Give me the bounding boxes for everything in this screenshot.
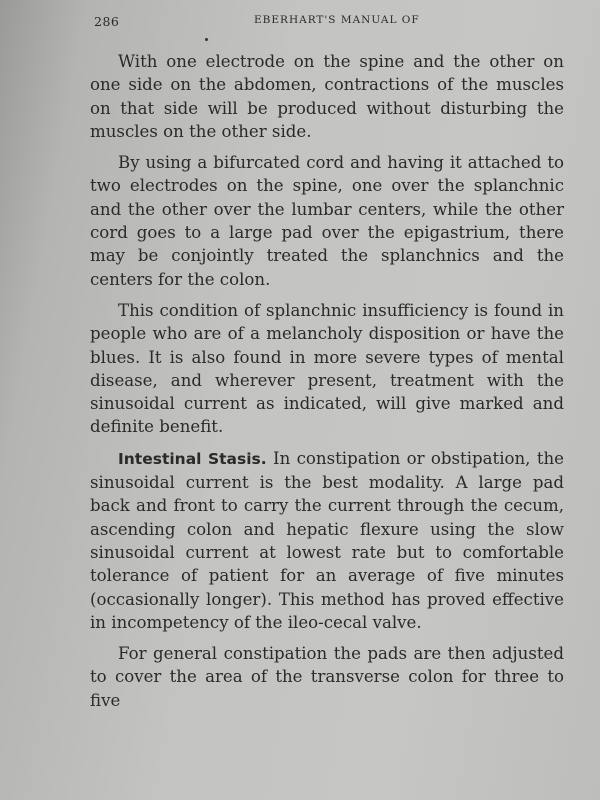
ink-speck	[205, 38, 208, 41]
paragraph-3: This condition of splanchnic insufficiency is found in people who are of a melancholy disposition or have the blues. It is also found in more severe types of mental disease, and wherever present, treatment with the sinusoidal current as indicated, will give marked and definite benefit.	[90, 300, 564, 437]
body-text	[90, 50, 564, 720]
paragraph-4	[90, 447, 564, 634]
section-heading: Intestinal Stasis.	[118, 449, 267, 468]
paragraph-5: For general constipation the pads are then adjusted to cover the area of the transverse colon for three to five	[90, 644, 564, 710]
paragraph-2: By using a bifurcated cord and having it attached to two electrodes on the spine, one over the splanchnic and the other over the lumbar centers, while the other cord goes to a large pad over the epigastrium, there may be conjointly treated the splanchnics and the centers for the colon.	[90, 153, 564, 289]
page-number: 286	[94, 14, 120, 29]
paragraph-4-text: In constipation or obstipation, the sinusoidal current is the best modality. A large pad back and front to carry the current through the cecum, ascending colon and hepatic flexure using the slow sinusoidal current at lowest rate but to comfortable tolerance of patient for an average of five minutes (occasionally longer). This method has proved effective in incompetency of the ileo-cecal valve.	[90, 448, 565, 632]
paragraph-1: With one electrode on the spine and the other on one side on the abdomen, contractions of the muscles on that side will be produced without disturbing the muscles on the other side.	[90, 52, 564, 141]
page-header	[94, 14, 560, 34]
running-head: EBERHART'S MANUAL OF	[254, 14, 420, 26]
